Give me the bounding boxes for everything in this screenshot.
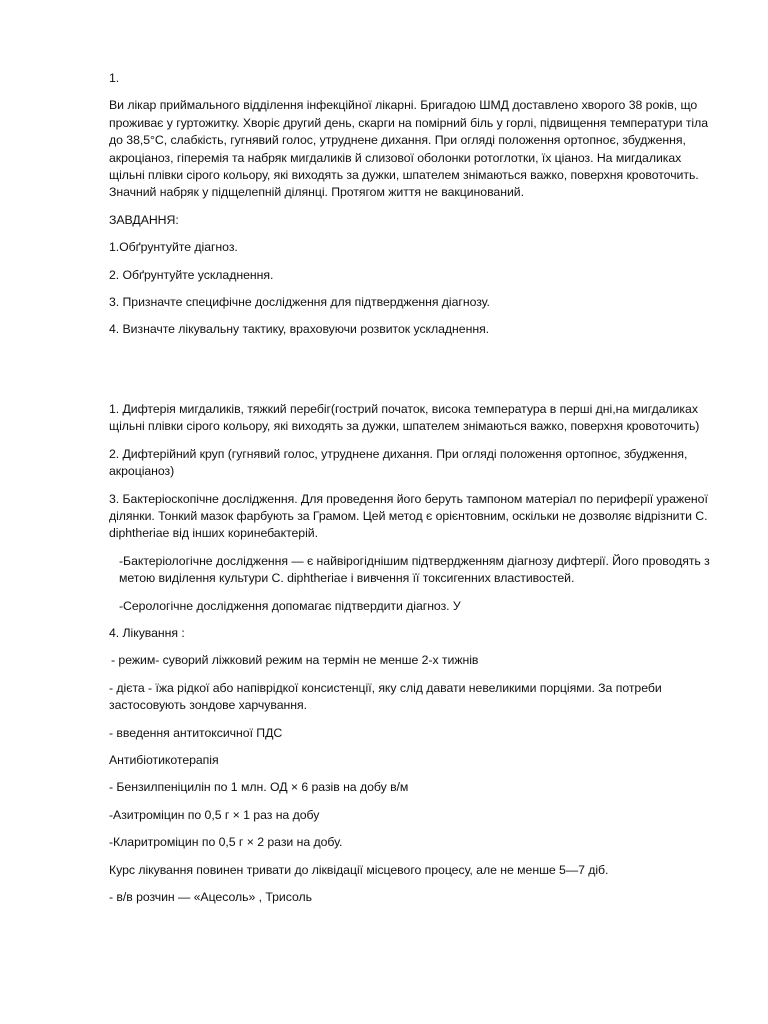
antibiotic-heading: Антибіотикотерапія [109, 752, 219, 767]
answer-serology: -Серологічне дослідження допомагає підтвердити діагноз. У [119, 598, 461, 613]
treatment-course: Курс лікування повинен тривати до ліквідації місцевого процесу, але не менше 5—7 діб. [109, 862, 609, 877]
task-item: 2. Обґрунтуйте ускладнення. [109, 267, 274, 282]
antibiotic-item: -Кларитроміцин по 0,5 г × 2 рази на добу. [109, 835, 343, 850]
answer-bacteriology: -Бактеріологічне дослідження — є найвірогіднішим підтвердженням діагнозу дифтерії. Його проводять з метою виділення культури C. diphtheriae і вивчення її токсигенних властивостей. [119, 553, 710, 586]
treatment-heading: 4. Лікування : [109, 625, 185, 640]
treatment-diet: - дієта - їжа рідкої або напіврідкої консистенції, яку слід давати невеликими порціями. За потреби застосовують зондове харчування. [109, 680, 662, 713]
answer-diagnosis: 1. Дифтерія мигдаликів, тяжкий перебіг(гострий початок, висока температура в перші дні,на мигдаликах щільні плівки сірого кольору, які виходять за дужки, шпателем знімаються важко, поверхня кровоточить) [109, 401, 700, 434]
task-item: 1.Обґрунтуйте діагноз. [109, 240, 238, 255]
task-item: 3. Призначте специфічне дослідження для підтвердження діагнозу. [109, 295, 490, 310]
answer-bacterioscopy: 3. Бактеріоскопічне дослідження. Для проведення його беруть тампоном матеріал по периферії ураженої ділянки. Тонкий мазок фарбують за Грамом. Цей метод є орієнтовним, оскільки не дозволяє відрізнити C. diphtheriae від інших коринебактерій. [109, 491, 708, 541]
case-number: 1. [109, 71, 120, 85]
treatment-regime: - режим- суворий ліжковий режим на термін не менше 2-х тижнів [111, 653, 479, 668]
antibiotic-item: - Бензилпеніцилін по 1 млн. ОД × 6 разів на добу в/м [109, 780, 409, 795]
tasks-heading: ЗАВДАННЯ: [109, 212, 179, 227]
document-body [109, 70, 715, 916]
answer-complication: 2. Дифтерійний круп (гугнявий голос, утруднене дихання. При огляді положення ортопноє, збудження, акроціаноз) [109, 446, 688, 479]
task-item: 4. Визначте лікувальну тактику, враховуючи розвиток ускладнення. [109, 322, 490, 337]
treatment-antitoxin: - введення антитоксичної ПДС [109, 725, 283, 740]
case-description: Ви лікар приймального відділення інфекційної лікарні. Бригадою ШМД доставлено хворого 38 років, що проживає у гуртожитку. Хворіє другий день, скарги на помірний біль у горлі, підвищення температури тіла до 38,5°С, слабкість, гугнявий голос, утруднене дихання. При огляді положення ортопноє, збудження, акроціаноз, гіперемія та набряк мигдаликів й слизової оболонки ротоглотки, їх ціаноз. На мигдаликах щільні плівки сірого кольору, які виходять за дужки, шпателем знімаються важко, поверхня кровоточить. Значний набряк у підщелепній ділянці. Протягом життя не вакцинований. [109, 98, 709, 200]
antibiotic-item: -Азитроміцин по 0,5 г × 1 раз на добу [109, 807, 320, 822]
blank-space [109, 349, 715, 401]
iv-solution: - в/в розчин — «Ацесоль» , Трисоль [109, 890, 312, 904]
